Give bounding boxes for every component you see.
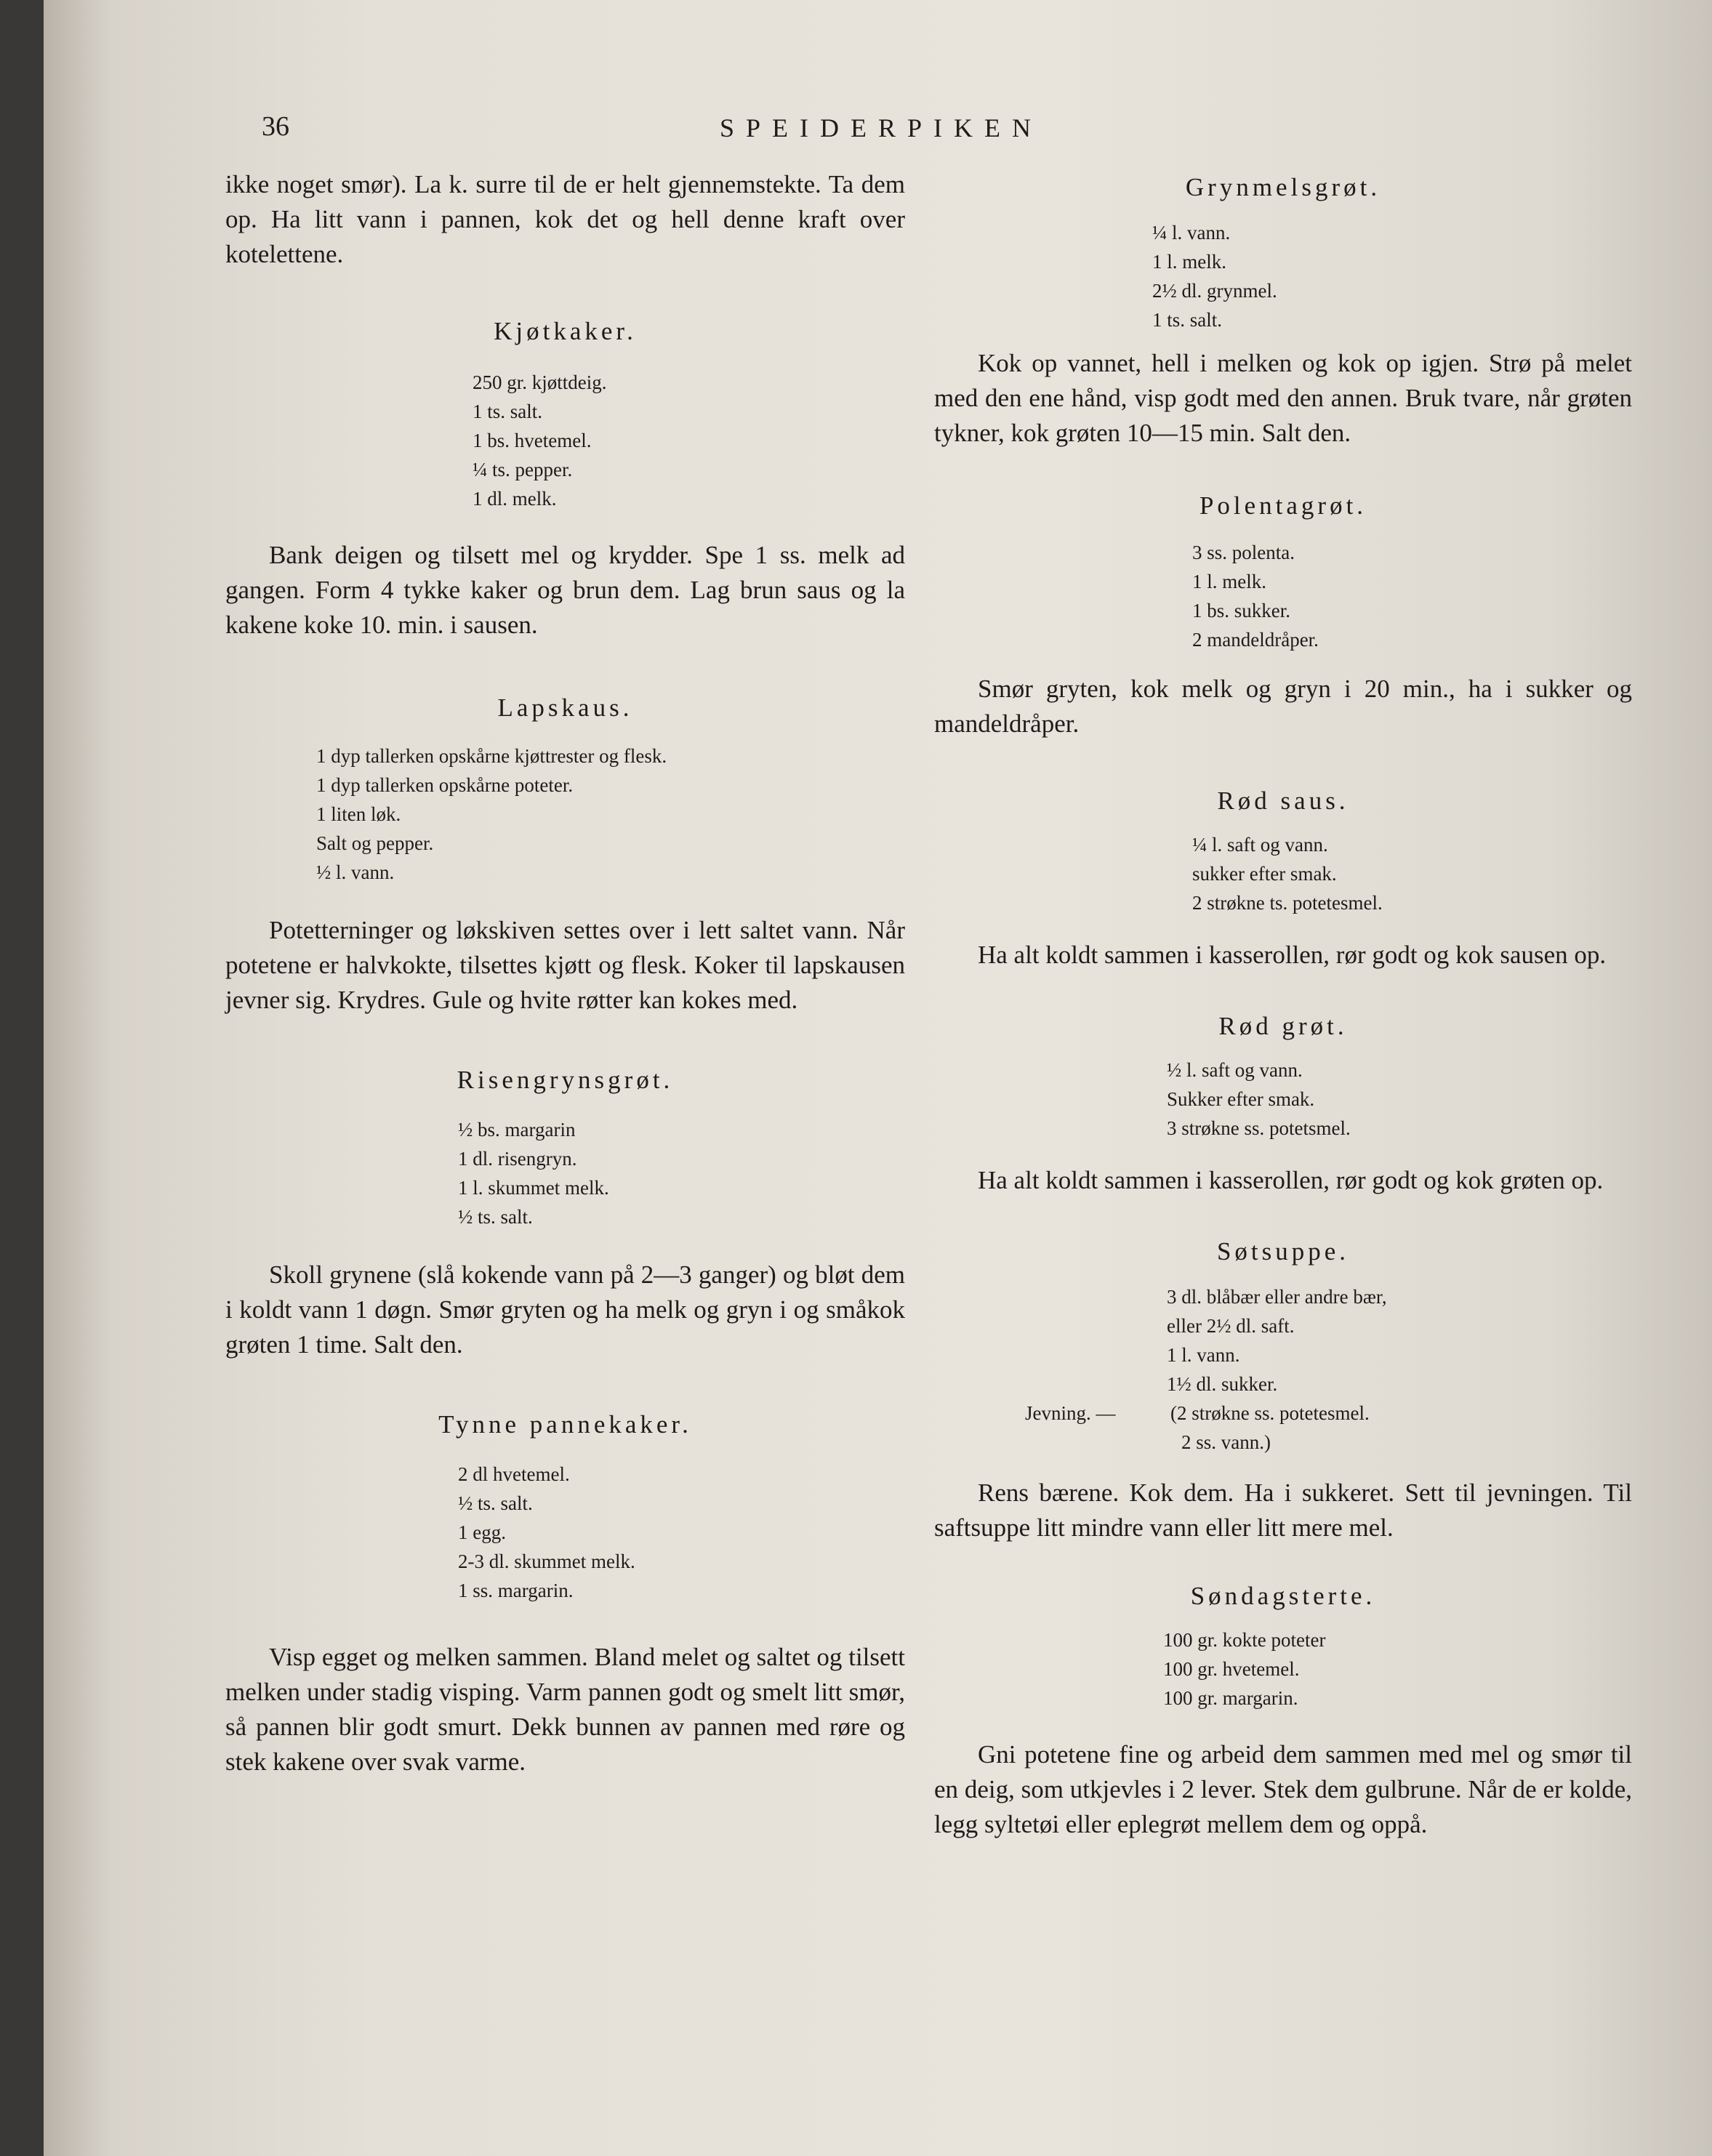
recipe-title-rod-grot: Rød grøt. — [1218, 1012, 1348, 1040]
ingredients-sondagsterte — [1163, 1625, 1632, 1713]
ingredient: 1 bs. hvetemel. — [473, 430, 592, 451]
ingredient: 3 ss. polenta. — [1192, 542, 1295, 563]
ingredients-rod-grot — [1167, 1055, 1632, 1143]
ingredient: 2½ dl. grynmel. — [1152, 280, 1277, 302]
ingredient: 1 dyp tallerken opskårne kjøttrester og flesk. — [316, 745, 667, 767]
method-polentagrot: Smør gryten, kok melk og gryn i 20 min., ha i sukker og mandeldråper. — [934, 675, 1632, 738]
ingredient: 1 egg. — [458, 1521, 506, 1543]
ingredient: Salt og pepper. — [316, 832, 434, 854]
ingredient: ¼ ts. pepper. — [473, 459, 573, 480]
method-pannekaker: Visp egget og melken sammen. Bland melet og saltet og tilsett melken under stadig visping. Varm pannen godt og smelt litt smør, så pannen blir godt smurt. Dekk bunnen av pannen med røre og stek kakene over svak varme. — [225, 1643, 905, 1776]
ingredients-pannekaker — [458, 1460, 905, 1605]
ingredients-risengrynsgrot — [458, 1115, 905, 1231]
method-grynmelsgrot: Kok op vannet, hell i melken og kok op igjen. Strø på melet med den ene hånd, visp godt med den annen. Bruk tvare, når grøten tykner, kok grøten 10—15 min. Salt den. — [934, 349, 1632, 447]
method-lapskaus: Potetterninger og løkskiven settes over i lett saltet vann. Når potetene er halvkokte, tilsettes kjøtt og flesk. Koker til lapskausen jevner sig. Krydres. Gule og hvite røtter kan kokes med. — [225, 916, 905, 1014]
ingredient: 100 gr. kokte poteter — [1163, 1629, 1326, 1651]
recipe-title-pannekaker: Tynne pannekaker. — [438, 1410, 692, 1439]
method-sondagsterte: Gni potetene fine og arbeid dem sammen med mel og smør til en deig, som utkjevles i 2 lever. Stek dem gulbrune. Når de er kolde, legg syltetøi eller eplegrøt mellem dem og oppå. — [934, 1740, 1632, 1838]
ingredients-kjotkaker — [473, 368, 905, 513]
running-title: SPEIDERPIKEN — [720, 113, 1043, 142]
right-column — [934, 167, 1632, 1842]
ingredient: 1 ss. margarin. — [458, 1580, 574, 1601]
ingredient: 1 l. vann. — [1167, 1344, 1240, 1366]
ingredient: 100 gr. margarin. — [1163, 1687, 1298, 1709]
book-page — [44, 0, 1712, 2156]
ingredient: 1 l. melk. — [1152, 251, 1226, 273]
ingredient: 100 gr. hvetemel. — [1163, 1658, 1300, 1680]
recipe-title-polentagrot: Polentagrøt. — [1199, 491, 1367, 520]
ingredient: 3 dl. blåbær eller andre bær, — [1167, 1286, 1387, 1308]
ingredient: 1 dyp tallerken opskårne poteter. — [316, 774, 574, 796]
ingredients-polentagrot — [1192, 538, 1632, 654]
ingredient: 1 dl. risengryn. — [458, 1148, 577, 1170]
recipe-title-grynmelsgrot: Grynmelsgrøt. — [1185, 173, 1381, 201]
recipe-title-kjotkaker: Kjøtkaker. — [494, 317, 637, 345]
ingredient: ¼ l. saft og vann. — [1192, 834, 1328, 856]
ingredient: 1 bs. sukker. — [1192, 600, 1290, 622]
ingredient: 3 strøkne ss. potetsmel. — [1167, 1117, 1351, 1139]
method-kjotkaker: Bank deigen og tilsett mel og krydder. Spe 1 ss. melk ad gangen. Form 4 tykke kaker og brun dem. Lag brun saus og la kakene koke 10. min. i sausen. — [225, 541, 905, 639]
ingredients-rod-saus — [1192, 830, 1632, 917]
ingredient: ½ l. saft og vann. — [1167, 1059, 1303, 1081]
ingredients-lapskaus — [316, 741, 905, 887]
ingredient: 2 mandeldråper. — [1192, 629, 1319, 651]
ingredient: 1 dl. melk. — [473, 488, 557, 510]
recipe-title-sondagsterte: Søndagsterte. — [1190, 1582, 1376, 1610]
ingredient: eller 2½ dl. saft. — [1167, 1315, 1295, 1337]
recipe-title-sotsuppe: Søtsuppe. — [1216, 1237, 1350, 1266]
ingredient: 1 l. skummet melk. — [458, 1177, 609, 1199]
ingredient: 2-3 dl. skummet melk. — [458, 1550, 635, 1572]
ingredient: 1 ts. salt. — [1152, 309, 1223, 331]
ingredient: 2 strøkne ts. potetesmel. — [1192, 892, 1383, 914]
page-number: 36 — [262, 111, 289, 142]
ingredient: 250 gr. kjøttdeig. — [473, 371, 607, 393]
recipe-title-rod-saus: Rød saus. — [1217, 787, 1349, 815]
method-sotsuppe: Rens bærene. Kok dem. Ha i sukkeret. Sett til jevningen. Til saftsuppe litt mindre vann eller litt mere mel. — [934, 1479, 1632, 1542]
jevning-line: (2 strøkne ss. potetesmel. — [1170, 1402, 1370, 1424]
recipe-title-risengrynsgrot: Risengrynsgrøt. — [457, 1066, 674, 1094]
recipe-title-lapskaus: Lapskaus. — [497, 693, 633, 722]
left-column — [225, 167, 905, 1779]
ingredient: ½ ts. salt. — [458, 1206, 533, 1228]
ingredient: 2 dl hvetemel. — [458, 1463, 570, 1485]
ingredient: Sukker efter smak. — [1167, 1088, 1315, 1110]
method-rod-saus: Ha alt koldt sammen i kasserollen, rør godt og kok sausen op. — [978, 941, 1607, 969]
ingredient: ½ bs. margarin — [458, 1119, 576, 1141]
ingredient: 1½ dl. sukker. — [1167, 1373, 1278, 1395]
ingredient: ½ ts. salt. — [458, 1492, 533, 1514]
ingredients-grynmelsgrot — [1152, 218, 1632, 334]
ingredient: 1 liten løk. — [316, 803, 401, 825]
ingredients-sotsuppe — [1167, 1282, 1632, 1399]
ingredient: sukker efter smak. — [1192, 863, 1337, 885]
ingredient: ¼ l. vann. — [1152, 222, 1231, 244]
jevning-line: 2 ss. vann.) — [1181, 1431, 1271, 1453]
method-risengrynsgrot: Skoll grynene (slå kokende vann på 2—3 ganger) og bløt dem i koldt vann 1 døgn. Smør gryten og ha melk og gryn i og småkok grøten 1 time. Salt den. — [225, 1260, 905, 1359]
jevning-block — [1025, 1399, 1632, 1457]
ingredient: 1 l. melk. — [1192, 571, 1266, 592]
method-rod-grot: Ha alt koldt sammen i kasserollen, rør godt og kok grøten op. — [978, 1166, 1604, 1194]
intro-paragraph: ikke noget smør). La k. surre til de er helt gjennemstekte. Ta dem op. Ha litt vann i pannen, kok det og hell denne kraft over kotelettene. — [225, 170, 905, 268]
ingredient: 1 ts. salt. — [473, 401, 543, 422]
ingredient: ½ l. vann. — [316, 861, 395, 883]
jevning-label: Jevning. — — [1025, 1402, 1116, 1424]
